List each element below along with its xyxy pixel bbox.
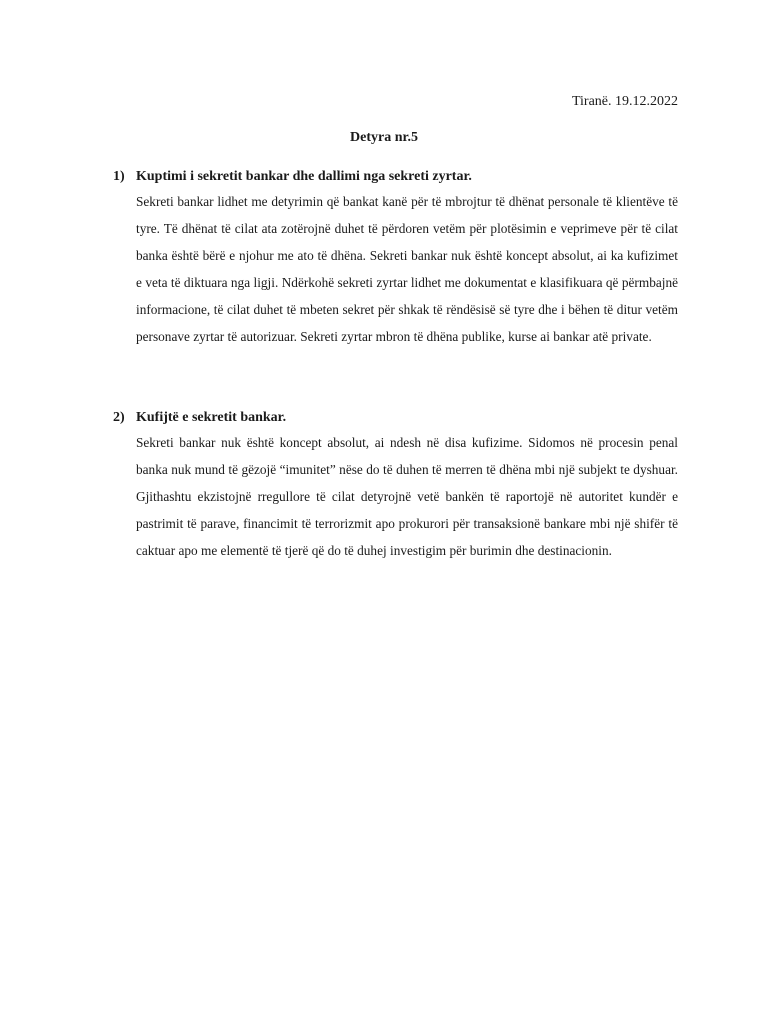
- document-title: Detyra nr.5: [350, 130, 418, 145]
- section-number: 1): [113, 169, 125, 184]
- section-number: 2): [113, 410, 125, 425]
- section-1: [113, 166, 683, 350]
- section-body: Sekreti bankar nuk është koncept absolut, ai ndesh në disa kufizime. Sidomos në procesin penal banka nuk mund të gëzojë “imunitet” nëse do të duhen të merren të dhëna mbi një subjekt te dyshuar. Gjithashtu ekzistojnë rregullore të cilat detyrojnë vetë bankën të raportojë në autoritet kundër e pastrimit të parave, financimit të terrorizmit apo prokurori për transaksionë bankare mbi një shifër të caktuar apo me elementë të tjerë që do të duhej investigim për burimin dhe destinacionin.: [136, 435, 678, 558]
- section-body: Sekreti bankar lidhet me detyrimin që bankat kanë për të mbrojtur të dhënat personale të klientëve të tyre. Të dhënat të cilat ata zotërojnë duhet të përdoren vetëm për plotësimin e veprimeve për të cilat banka është bërë e njohur me ato të dhëna. Sekreti bankar nuk është koncept absolut, ai ka kufizimet e veta të diktuara nga ligji. Ndërkohë sekreti zyrtar lidhet me dokumentat e klasifikuara që përmbajnë informacione, të cilat duhet të mbeten sekret për shkak të rëndësisë së tyre dhe i bëhen të ditur vetëm personave zyrtar të autorizuar. Sekreti zyrtar mbron të dhëna publike, kurse ai bankar atë private.: [136, 194, 678, 344]
- section-2: [113, 407, 683, 564]
- section-heading: [113, 166, 683, 188]
- section-heading: [113, 407, 683, 429]
- section-heading-text: Kufijtë e sekretit bankar.: [136, 410, 287, 425]
- section-heading-text: Kuptimi i sekretit bankar dhe dallimi nga sekreti zyrtar.: [136, 169, 472, 184]
- document-date: Tiranë. 19.12.2022: [571, 94, 678, 109]
